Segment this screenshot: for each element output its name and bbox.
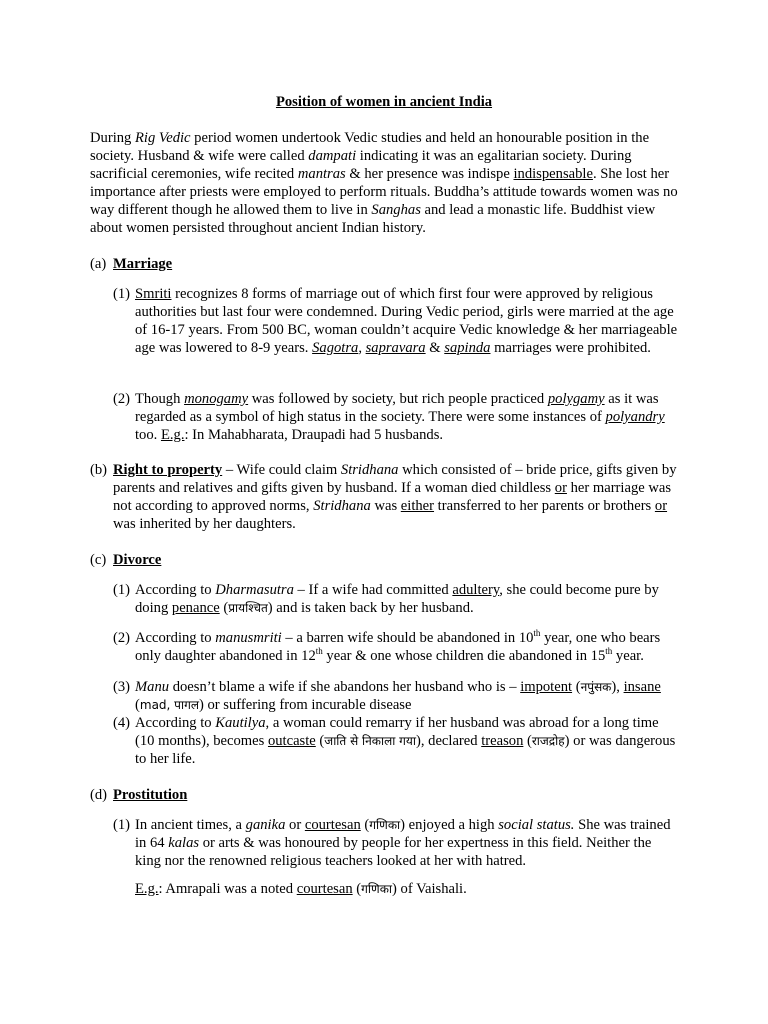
item-number: (4) <box>113 715 131 731</box>
text: ) and is taken back by her husband. <box>267 600 474 616</box>
intro-term: Sanghas <box>371 202 421 218</box>
term: or <box>654 498 668 514</box>
text: ( <box>352 881 362 897</box>
section-label: (b) <box>90 462 108 478</box>
hindi-term: नपुंसक <box>580 680 612 694</box>
list-item <box>113 816 680 870</box>
text: , a woman could remarry if her husband was abroad for a long time (10 months), becomes <box>135 715 659 749</box>
item-number: (2) <box>113 391 131 407</box>
text: year. <box>612 648 644 664</box>
term: polygamy <box>547 391 605 407</box>
text: , she could become pure by doing <box>135 582 659 616</box>
text: marriages were prohibited. <box>490 340 651 356</box>
intro-term: mantras <box>297 166 346 182</box>
section-label: (d) <box>90 787 108 803</box>
list-item <box>113 581 680 617</box>
text: Though <box>135 391 185 407</box>
text: her marriage was not according to approved norms, <box>113 480 672 514</box>
list-item <box>113 390 680 444</box>
term: adultery <box>452 582 500 598</box>
section-heading: Right to property <box>113 462 223 478</box>
text: ( <box>219 600 229 616</box>
term: treason <box>481 733 524 749</box>
term: Stridhana <box>340 462 399 478</box>
intro-text: . She lost her importance after priests were employed to perform rituals. Buddha’s attitude towards women was no way different though he allowed them to live in <box>90 166 678 218</box>
text: recognizes 8 forms of marriage out of which first four were approved by religious authorities but last four were condemned. During Vedic period, girls were married at the age of 16-17 years. From 500 BC, woman couldn’t acquire Vedic knowledge & her marriageable age was lowered to 8-9 years. <box>135 286 678 356</box>
text: , <box>358 340 366 356</box>
list-item <box>113 678 680 714</box>
text: which consisted of – bride price, gifts given by parents and relatives and gifts given by husband. If a woman died childless <box>113 462 677 496</box>
text: or <box>285 817 305 833</box>
text: transferred to her parents or brothers <box>434 498 655 514</box>
text: According to <box>135 630 216 646</box>
term: kalas <box>168 835 200 851</box>
text: too. <box>135 427 161 443</box>
text: ( <box>135 697 140 713</box>
term: Kautilya <box>215 715 266 731</box>
item-text <box>135 285 680 357</box>
intro-term: indispensable <box>513 166 593 182</box>
list-item <box>113 285 680 357</box>
item-text <box>135 678 680 714</box>
item-number: (1) <box>113 582 131 598</box>
term: Sagotra <box>312 340 359 356</box>
term: Smriti <box>135 286 172 302</box>
item-number: (1) <box>113 817 131 833</box>
term: ganika <box>245 817 286 833</box>
text: ( <box>523 733 532 749</box>
text: was followed by society, but rich people practiced <box>248 391 548 407</box>
text: ( <box>572 679 581 695</box>
term: either <box>400 498 435 514</box>
text: year & one whose children die abandoned in 15 <box>322 648 606 664</box>
term: impotent <box>520 679 573 695</box>
term: insane <box>623 679 661 695</box>
section-divorce <box>90 551 680 569</box>
term: courtesan <box>304 817 361 833</box>
text: ) of Vaishali. <box>392 881 467 897</box>
text: According to <box>135 715 216 731</box>
ordinal-suffix: th <box>605 646 613 657</box>
section-marriage <box>90 255 680 273</box>
text: ) or suffering from incurable disease <box>198 697 412 713</box>
example-line <box>113 880 680 898</box>
hindi-term: जाति से निकाला गया <box>324 734 416 748</box>
term: E.g. <box>160 427 185 443</box>
intro-term: Rig Vedic <box>135 130 191 146</box>
document-title: Position of women in ancient India <box>275 94 493 110</box>
section-heading: Prostitution <box>113 787 188 803</box>
text: : In Mahabharata, Draupadi had 5 husbands. <box>184 427 444 443</box>
term: Stridhana <box>313 498 371 514</box>
hindi-term: गणिका <box>369 818 401 832</box>
hindi-term: mad, पागल <box>139 698 199 712</box>
term: penance <box>171 600 220 616</box>
intro-text: and lead a monastic life. Buddhist view about women persisted throughout ancient Indian history. <box>90 202 656 236</box>
text: – If a wife had committed <box>293 582 453 598</box>
term: polyandry <box>605 409 665 425</box>
item-number: (1) <box>113 286 131 302</box>
list-item <box>113 714 680 768</box>
ordinal-suffix: th <box>315 646 323 657</box>
intro-text: & her presence was indispe <box>345 166 514 182</box>
hindi-term: राजद्रोह <box>531 734 565 748</box>
section-heading: Marriage <box>113 256 173 272</box>
section-label: (a) <box>90 256 107 272</box>
term: social status. <box>498 817 575 833</box>
text: ), <box>611 679 624 695</box>
intro-text: indicating it was an egalitarian society. During sacrificial ceremonies, wife recited <box>90 148 632 182</box>
term: courtesan <box>296 881 353 897</box>
intro-text: During <box>90 130 135 146</box>
item-number: (2) <box>113 630 131 646</box>
hindi-term: गणिका <box>361 882 393 896</box>
term: sapravara <box>365 340 426 356</box>
text: or arts & was honoured by people for her expertness in this field. Neither the king nor the renowned religious teachers looked at her with hatred. <box>135 835 652 869</box>
term: sapinda <box>444 340 491 356</box>
section-label: (c) <box>90 552 107 568</box>
term: outcaste <box>267 733 316 749</box>
text: as it was regarded as a symbol of high status in the society. There were some instances of <box>135 391 659 425</box>
term: or <box>554 480 567 496</box>
text: – Wife could claim <box>222 462 341 478</box>
text: – a barren wife should be abandoned in 10 <box>281 630 534 646</box>
ordinal-suffix: th <box>533 628 541 639</box>
section-heading: Divorce <box>113 552 162 568</box>
term: Dharmasutra <box>215 582 294 598</box>
text: doesn’t blame a wife if she abandons her husband who is – <box>169 679 521 695</box>
term: Manu <box>135 679 170 695</box>
text: was <box>370 498 401 514</box>
text: According to <box>135 582 216 598</box>
text: She was trained in 64 <box>135 817 671 851</box>
item-number: (3) <box>113 679 131 695</box>
text: : Amrapali was a noted <box>158 881 297 897</box>
term: E.g. <box>135 881 159 897</box>
intro-term: dampati <box>308 148 357 164</box>
item-text <box>135 880 680 898</box>
item-text <box>135 816 680 870</box>
text: ) or was dangerous to her life. <box>135 733 676 767</box>
text: ( <box>315 733 325 749</box>
intro-text: period women undertook Vedic studies and held an honourable position in the society. Husband & wife were called <box>90 130 650 164</box>
item-text <box>135 390 680 444</box>
section-right-to-property <box>90 461 680 533</box>
text: year, one who bears only daughter abandoned in 12 <box>135 630 661 664</box>
text: ) enjoyed a high <box>400 817 499 833</box>
text: ), declared <box>415 733 482 749</box>
text: was inherited by her daughters. <box>113 516 296 532</box>
term: monogamy <box>184 391 249 407</box>
item-text <box>135 629 680 665</box>
list-item <box>113 629 680 665</box>
hindi-term: प्रायश्चित <box>228 601 268 615</box>
item-text <box>135 714 680 768</box>
item-text <box>135 581 680 617</box>
intro-paragraph <box>90 129 680 237</box>
section-prostitution <box>90 786 680 804</box>
text: In ancient times, a <box>135 817 246 833</box>
term: manusmriti <box>215 630 282 646</box>
text: & <box>425 340 445 356</box>
text: ( <box>360 817 370 833</box>
